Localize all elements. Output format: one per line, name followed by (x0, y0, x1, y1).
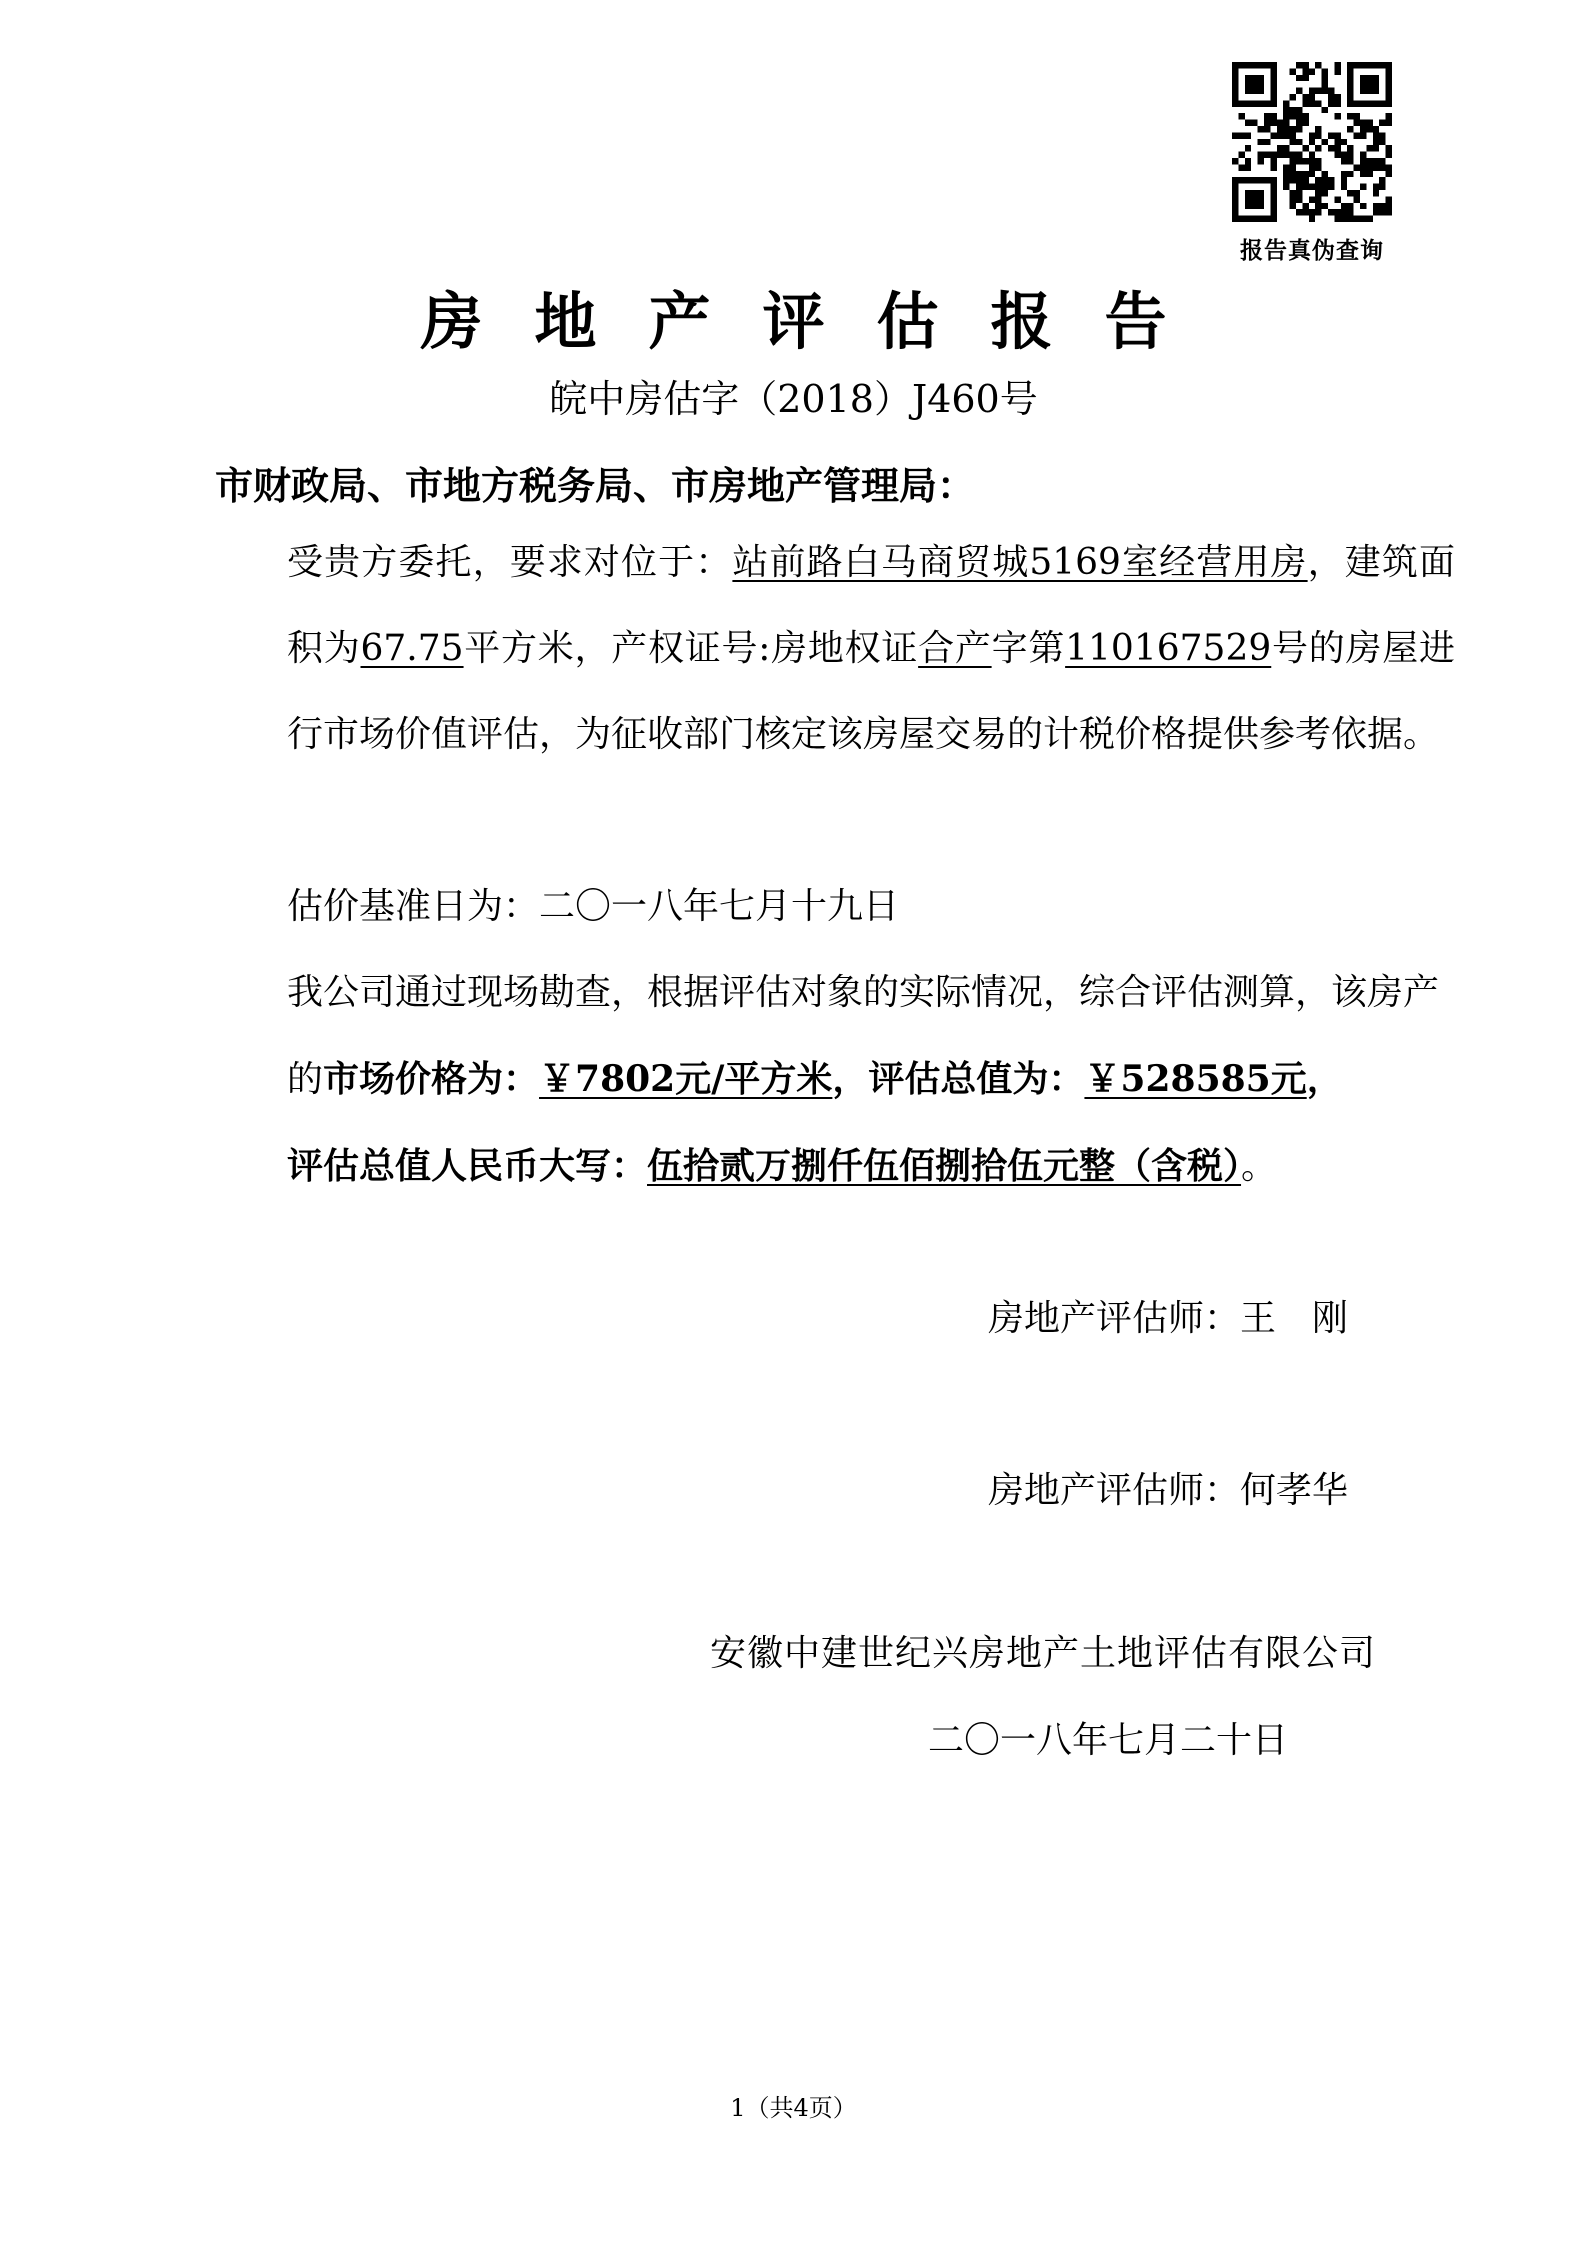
report-date: 二〇一八年七月二十日 (928, 1720, 1289, 1761)
p1-text1: 受贵方委托，要求对位于： (287, 542, 733, 583)
capital-amount-label: 评估总值人民币大写： (287, 1145, 648, 1187)
addressee (215, 455, 975, 510)
page-number: 1（共4页） (730, 2094, 857, 2122)
p1-text4: 字第 (991, 628, 1066, 669)
company-name: 安徽中建世纪兴房地产土地评估有限公司 (710, 1633, 1377, 1674)
p1-text2: ，建筑面积为 (287, 542, 1455, 669)
certificate-number: 110167529 (1065, 628, 1272, 669)
qr-code-image (1232, 62, 1392, 222)
p1-text5: 号的房屋进行市场价值评估，为征收部门核定该房屋交易的计税价格提供参考依据。 (287, 628, 1455, 755)
total-value-label: 评估总值为： (868, 1058, 1085, 1100)
appraiser-signature-1: 房地产评估师：王 刚 (988, 1298, 1349, 1339)
valuation-date-label: 估价基准日为： (287, 886, 540, 927)
p3-text1: 我公司通过现场勘查，根据评估对象的实际情况，综合评估测算，该房产的 (287, 972, 1440, 1100)
qr-code[interactable] (1232, 62, 1392, 222)
valuation-date: 二〇一八年七月十九日 (539, 886, 900, 927)
report-title: 房地产评估报告 (420, 285, 1219, 358)
p3-end: 。 (1241, 1146, 1278, 1187)
building-area: 67.75 (360, 628, 464, 669)
valuation-date-paragraph (215, 864, 1455, 950)
capital-amount-value: 伍拾贰万捌仟伍佰捌拾伍元整（含税） (647, 1145, 1242, 1187)
property-address: 站前路白马商贸城5169室经营用房 (732, 542, 1308, 583)
addressee-text: 市财政局、市地方税务局、市房地产管理局： (215, 463, 976, 508)
appraiser-signature-2: 房地产评估师：何孝华 (988, 1470, 1349, 1511)
p3-separator-2: ， (1306, 1058, 1343, 1100)
entrustment-paragraph (215, 520, 1455, 778)
valuation-result-paragraph (215, 950, 1455, 1210)
p1-text3: 平方米，产权证号:房地权证 (463, 628, 919, 669)
qr-caption: 报告真伪查询 (1240, 238, 1384, 264)
certificate-prefix: 合产 (918, 628, 992, 669)
total-value: ￥528585元 (1084, 1058, 1307, 1100)
market-price-value: ￥7802元/平方米 (539, 1058, 833, 1100)
document-number: 皖中房估字（2018）J460号 (549, 377, 1038, 421)
p3-separator: ， (832, 1058, 869, 1100)
market-price-label: 市场价格为： (323, 1058, 540, 1100)
